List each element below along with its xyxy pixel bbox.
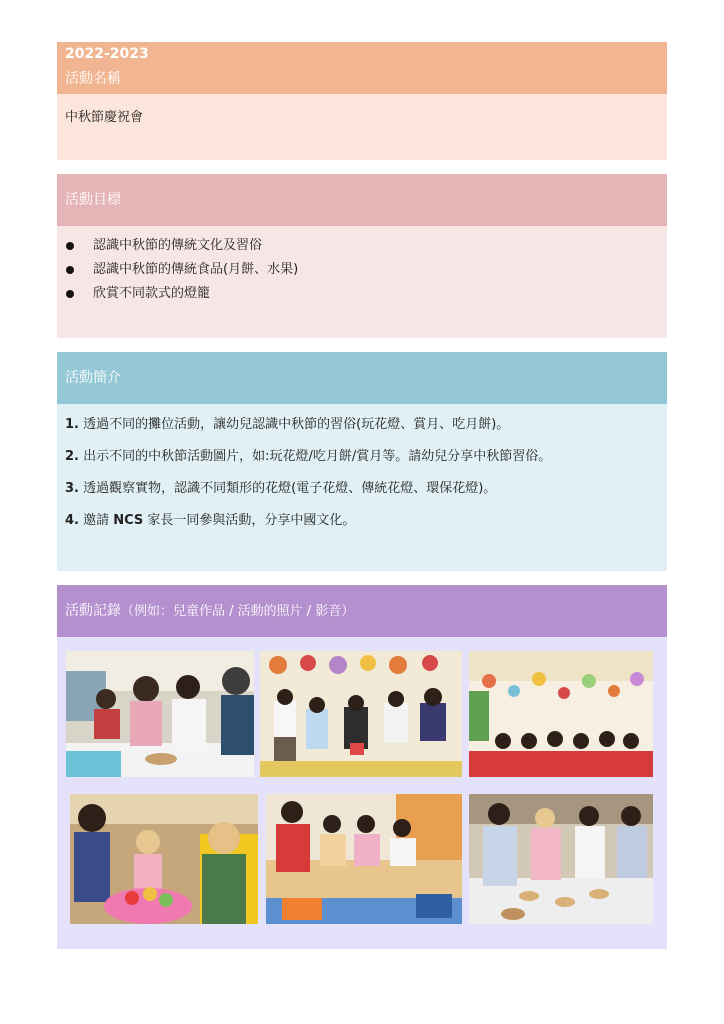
activity-name-label: 活動名稱 — [65, 71, 121, 87]
bullet-icon — [66, 242, 74, 250]
summary-item: 2. 出示不同的中秋節活動圖片，如:玩花燈/吃月餅/賞月等。請幼兒分享中秋節習俗。 — [65, 449, 552, 464]
list-item: 認識中秋節的傳統文化及習俗 — [57, 234, 667, 258]
bullet-icon — [66, 266, 74, 274]
activity-photo — [266, 794, 462, 924]
summary-header — [57, 352, 667, 404]
activity-photo — [70, 794, 258, 924]
activity-photo — [260, 651, 462, 777]
objectives-header — [57, 174, 667, 226]
activity-photo — [469, 651, 653, 777]
objectives-body — [57, 226, 667, 338]
objectives-list — [57, 234, 667, 306]
activity-name-header — [57, 42, 667, 94]
summary-item: 3. 透過觀察實物，認識不同類形的花燈(電子花燈、傳統花燈、環保花燈)。 — [65, 481, 497, 496]
summary-label: 活動簡介 — [65, 370, 121, 386]
records-label: 活動記錄 — [65, 603, 121, 619]
objectives-label: 活動目標 — [65, 192, 121, 208]
list-item: 欣賞不同款式的燈籠 — [57, 282, 667, 306]
records-header — [57, 585, 667, 637]
summary-item: 1. 透過不同的攤位活動，讓幼兒認識中秋節的習俗(玩花燈、賞月、吃月餅)。 — [65, 417, 510, 432]
bullet-icon — [66, 290, 74, 298]
activity-name-body — [57, 94, 667, 160]
list-item: 認識中秋節的傳統食品(月餅、水果) — [57, 258, 667, 282]
records-caption: （例如：兒童作品 / 活動的照片 / 影音） — [121, 604, 355, 619]
year-label: 2022-2023 — [65, 46, 149, 62]
activity-photo — [469, 794, 653, 924]
summary-item: 4. 邀請 NCS 家長一同參與活動，分享中國文化。 — [65, 513, 356, 528]
activity-photo — [66, 651, 254, 777]
summary-body — [57, 404, 667, 571]
activity-name-value: 中秋節慶祝會 — [65, 110, 144, 125]
